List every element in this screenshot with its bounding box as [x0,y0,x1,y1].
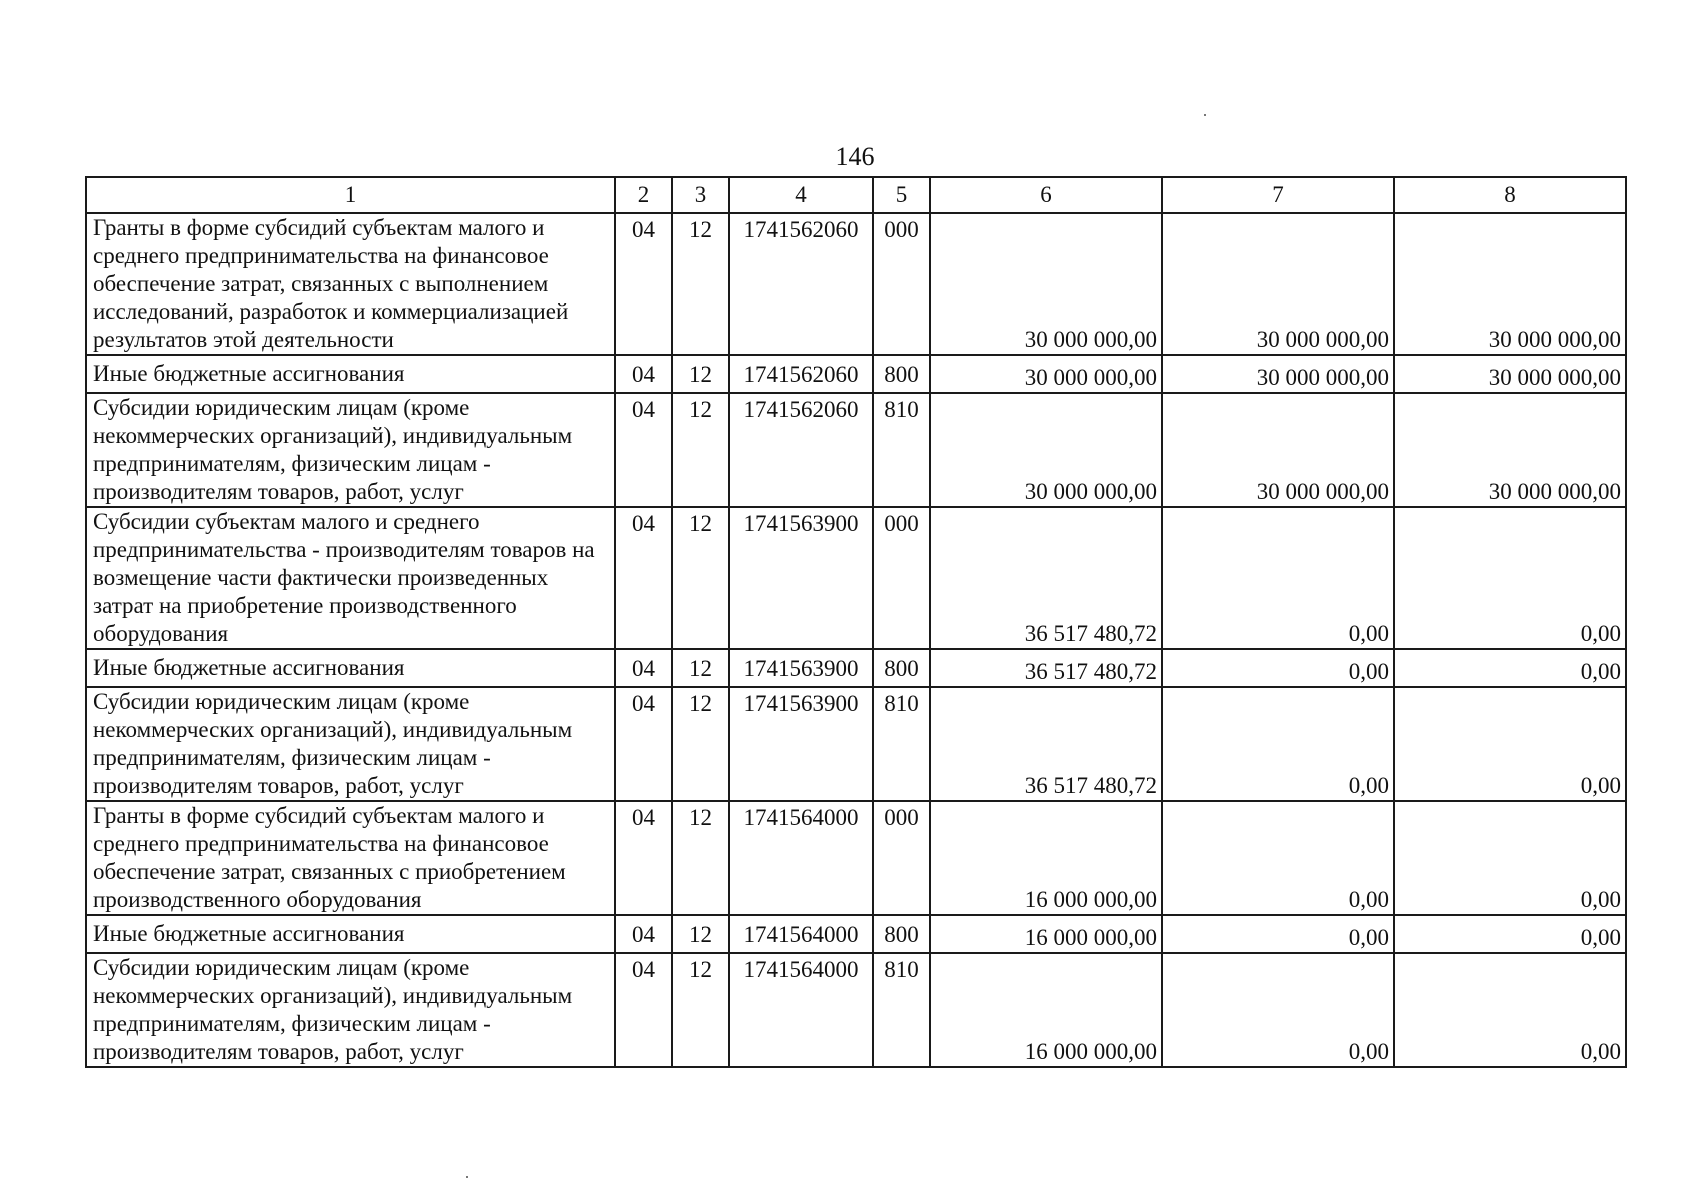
column-header: 5 [873,177,930,213]
code-cell: 12 [672,393,729,507]
code-cell: 800 [873,355,930,393]
code-cell: 000 [873,801,930,915]
row-description: Гранты в форме субсидий субъектам малого и среднего предпринимательства на финансовое обеспечение затрат, связанных с выполнением исследований, разработок и коммерциализацией результатов этой деятельности [86,213,615,355]
code-cell: 12 [672,953,729,1067]
amount-cell: 36 517 480,72 [930,687,1162,801]
code-cell: 12 [672,687,729,801]
amount-cell: 0,00 [1162,953,1394,1067]
table-row [86,213,1626,355]
budget-table [85,176,1627,1068]
amount-cell: 0,00 [1162,915,1394,953]
amount-cell: 0,00 [1394,687,1626,801]
table-row [86,953,1626,1067]
amount-cell: 0,00 [1394,801,1626,915]
amount-cell: 0,00 [1394,649,1626,687]
code-cell: 1741563900 [729,649,873,687]
code-cell: 810 [873,393,930,507]
column-header: 3 [672,177,729,213]
code-cell: 12 [672,649,729,687]
amount-cell: 0,00 [1162,507,1394,649]
code-cell: 04 [615,687,672,801]
code-cell: 04 [615,953,672,1067]
row-description: Субсидии юридическим лицам (кроме некоммерческих организаций), индивидуальным предпринимателям, физическим лицам - производителям товаров, работ, услуг [86,687,615,801]
row-description: Иные бюджетные ассигнования [86,915,615,953]
column-header: 2 [615,177,672,213]
code-cell: 1741564000 [729,801,873,915]
code-cell: 810 [873,687,930,801]
code-cell: 04 [615,801,672,915]
column-number-header-row [86,177,1626,213]
code-cell: 1741563900 [729,687,873,801]
code-cell: 1741564000 [729,915,873,953]
table-row [86,801,1626,915]
amount-cell: 30 000 000,00 [1162,355,1394,393]
code-cell: 04 [615,355,672,393]
row-description: Субсидии юридическим лицам (кроме некоммерческих организаций), индивидуальным предпринимателям, физическим лицам - производителям товаров, работ, услуг [86,393,615,507]
amount-cell: 0,00 [1394,915,1626,953]
code-cell: 12 [672,915,729,953]
code-cell: 12 [672,507,729,649]
table-row [86,507,1626,649]
scan-speck [1204,114,1206,116]
table-row [86,355,1626,393]
code-cell: 04 [615,915,672,953]
table-row [86,915,1626,953]
code-cell: 1741562060 [729,355,873,393]
amount-cell: 30 000 000,00 [1394,355,1626,393]
code-cell: 810 [873,953,930,1067]
table-row [86,393,1626,507]
amount-cell: 16 000 000,00 [930,953,1162,1067]
code-cell: 800 [873,915,930,953]
column-header: 8 [1394,177,1626,213]
code-cell: 12 [672,355,729,393]
code-cell: 04 [615,507,672,649]
amount-cell: 36 517 480,72 [930,507,1162,649]
row-description: Субсидии юридическим лицам (кроме некоммерческих организаций), индивидуальным предпринимателям, физическим лицам - производителям товаров, работ, услуг [86,953,615,1067]
code-cell: 000 [873,213,930,355]
code-cell: 1741562060 [729,393,873,507]
amount-cell: 0,00 [1162,687,1394,801]
amount-cell: 0,00 [1162,649,1394,687]
code-cell: 800 [873,649,930,687]
amount-cell: 16 000 000,00 [930,915,1162,953]
amount-cell: 30 000 000,00 [1162,213,1394,355]
amount-cell: 30 000 000,00 [930,355,1162,393]
amount-cell: 30 000 000,00 [930,393,1162,507]
column-header: 6 [930,177,1162,213]
amount-cell: 30 000 000,00 [1394,393,1626,507]
code-cell: 1741562060 [729,213,873,355]
code-cell: 12 [672,213,729,355]
code-cell: 04 [615,393,672,507]
amount-cell: 0,00 [1394,507,1626,649]
column-header: 1 [86,177,615,213]
column-header: 7 [1162,177,1394,213]
column-header: 4 [729,177,873,213]
amount-cell: 36 517 480,72 [930,649,1162,687]
code-cell: 000 [873,507,930,649]
scan-speck [466,1176,468,1178]
table-row [86,687,1626,801]
code-cell: 1741563900 [729,507,873,649]
amount-cell: 30 000 000,00 [1162,393,1394,507]
amount-cell: 16 000 000,00 [930,801,1162,915]
amount-cell: 30 000 000,00 [930,213,1162,355]
code-cell: 1741564000 [729,953,873,1067]
table-row [86,649,1626,687]
amount-cell: 0,00 [1162,801,1394,915]
code-cell: 04 [615,213,672,355]
amount-cell: 30 000 000,00 [1394,213,1626,355]
row-description: Иные бюджетные ассигнования [86,649,615,687]
row-description: Субсидии субъектам малого и среднего предпринимательства - производителям товаров на возмещение части фактически произведенных затрат на приобретение производственного оборудования [86,507,615,649]
code-cell: 12 [672,801,729,915]
code-cell: 04 [615,649,672,687]
amount-cell: 0,00 [1394,953,1626,1067]
page-number: 146 [835,142,875,171]
row-description: Иные бюджетные ассигнования [86,355,615,393]
row-description: Гранты в форме субсидий субъектам малого и среднего предпринимательства на финансовое обеспечение затрат, связанных с приобретением производственного оборудования [86,801,615,915]
